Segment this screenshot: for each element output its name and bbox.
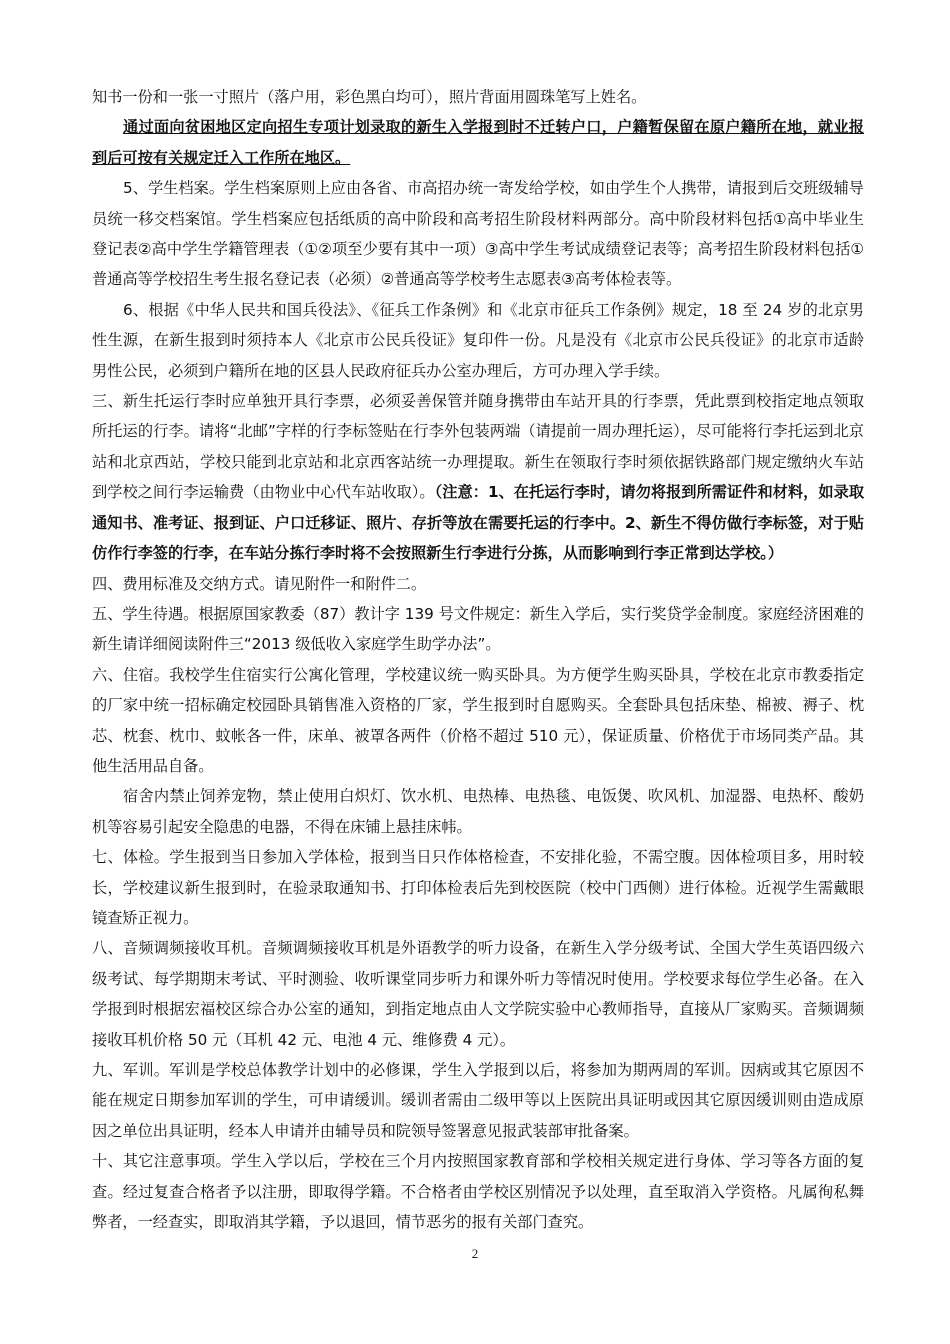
page-number: 2 [471, 1246, 479, 1261]
paragraph-photo-requirement: 知书一份和一张一寸照片（落户用，彩色黑白均可），照片背面用圆珠笔写上姓名。 [92, 88, 647, 106]
paragraph-military-service-card: 6、根据《中华人民共和国兵役法》、《征兵工作条例》和《北京市征兵工作条例》规定，18 至 24 岁的北京男性生源，在新生报到时须持本人《北京市公民兵役证》复印件一份。凡是没有《北京市公民兵役证》的北京市适龄男性公民，必须到户籍所在地的区县人民政府征兵办公室办理后，方可办理入学手续。 [92, 300, 864, 380]
luggage-text: 三、新生托运行李时应单独开具行李票，必须妥善保管并随身携带由车站开具的行李票，凭此票到校指定地点领取所托运的行李。请将“北邮”字样的行李标签贴在行李外包装两端（请提前一周办理托运），尽可能将行李托运到北京站和北京西站，学校只能到北京站和北京西客站统一办理提取。新生在领取行李时须依据铁路部门规定缴纳火车站到学校之间行李运输费（由物业中心代车站收取）。 [92, 392, 864, 502]
paragraph-other-notes: 十、其它注意事项。学生入学以后，学校在三个月内按照国家教育部和学校相关规定进行身体、学习等各方面的复查。经过复查合格者予以注册，即取得学籍。不合格者由学校区别情况予以处理，直至取消入学资格。凡属徇私舞弊者，一经查实，即取消其学籍，予以退回，情节恶劣的报有关部门查究。 [92, 1152, 864, 1232]
luggage-bold-note: （注意：1、在托运行李时，请勿将报到所需证件和材料，如录取通知书、准考证、报到证、户口迁移证、照片、存折等放在需要托运的行李中。2、新生不得仿做行李标签，对于贴仿作行李签的行李，在车站分拣行李时将不会按照新生行李进行分拣，从而影响到行李正常到达学校。） [92, 483, 865, 563]
paragraph-student-archives: 5、学生档案。学生档案原则上应由各省、市高招办统一寄发给学校，如由学生个人携带，请报到后交班级辅导员统一移交档案馆。学生档案应包括纸质的高中阶段和高考招生阶段材料两部分。高中阶段材料包括①高中毕业生登记表②高中学生学籍管理表（①②项至少要有其中一项）③高中学生考试成绩登记表等；高考招生阶段材料包括①普通高等学校招生考生报名登记表（必须）②普通高等学校考生志愿表③高考体检表等。 [92, 179, 864, 289]
paragraph-hukou-notice: 通过面向贫困地区定向招生专项计划录取的新生入学报到时不迁转户口，户籍暂保留在原户籍所在地，就业报到后可按有关规定迁入工作所在地区。 [92, 118, 864, 167]
document-body [92, 82, 864, 1237]
paragraph-accommodation: 六、住宿。我校学生住宿实行公寓化管理，学校建议统一购买卧具。为方便学生购买卧具，学校在北京市教委指定的厂家中统一招标确定校园卧具销售准入资格的厂家，学生报到时自愿购买。全套卧具包括床垫、棉被、褥子、枕芯、枕套、枕巾、蚊帐各一件，床单、被罩各两件（价格不超过 510 元），保证质量、价格优于市场同类产品。其他生活用品自备。 [92, 665, 864, 775]
paragraph-luggage [92, 386, 864, 568]
paragraph-health-check: 七、体检。学生报到当日参加入学体检，报到当日只作体格检查，不安排化验，不需空腹。因体检项目多，用时较长，学校建议新生报到时，在验录取通知书、打印体检表后先到校医院（校中门西侧）进行体检。近视学生需戴眼镜查矫正视力。 [92, 848, 864, 927]
paragraph-military-training: 九、军训。军训是学校总体教学计划中的必修课，学生入学报到以后，将参加为期两周的军训。因病或其它原因不能在规定日期参加军训的学生，可申请缓训。缓训者需由二级甲等以上医院出具证明或因其它原因缓训则由造成原因之单位出具证明，经本人申请并由辅导员和院领导签署意见报武装部审批备案。 [92, 1061, 864, 1140]
paragraph-fm-headphones: 八、音频调频接收耳机。音频调频接收耳机是外语教学的听力设备，在新生入学分级考试、全国大学生英语四级六级考试、每学期期末考试、平时测验、收听课堂同步听力和课外听力等情况时使用。学校要求每位学生必备。在入学报到时根据宏福校区综合办公室的通知，到指定地点由人文学院实验中心教师指导，直接从厂家购买。音频调频接收耳机价格 50 元（耳机 42 元、电池 4 元、维修费 4 元）。 [92, 939, 864, 1049]
paragraph-student-benefits: 五、学生待遇。根据原国家教委（87）教计字 139 号文件规定：新生入学后，实行奖贷学金制度。家庭经济困难的新生请详细阅读附件三“2013 级低收入家庭学生助学办法”。 [92, 604, 864, 654]
paragraph-fees: 四、费用标准及交纳方式。请见附件一和附件二。 [92, 574, 427, 593]
paragraph-dorm-rules: 宿舍内禁止饲养宠物，禁止使用白炽灯、饮水机、电热棒、电热毯、电饭煲、吹风机、加湿器、电热杯、酸奶机等容易引起安全隐患的电器，不得在床铺上悬挂床帏。 [92, 787, 864, 836]
